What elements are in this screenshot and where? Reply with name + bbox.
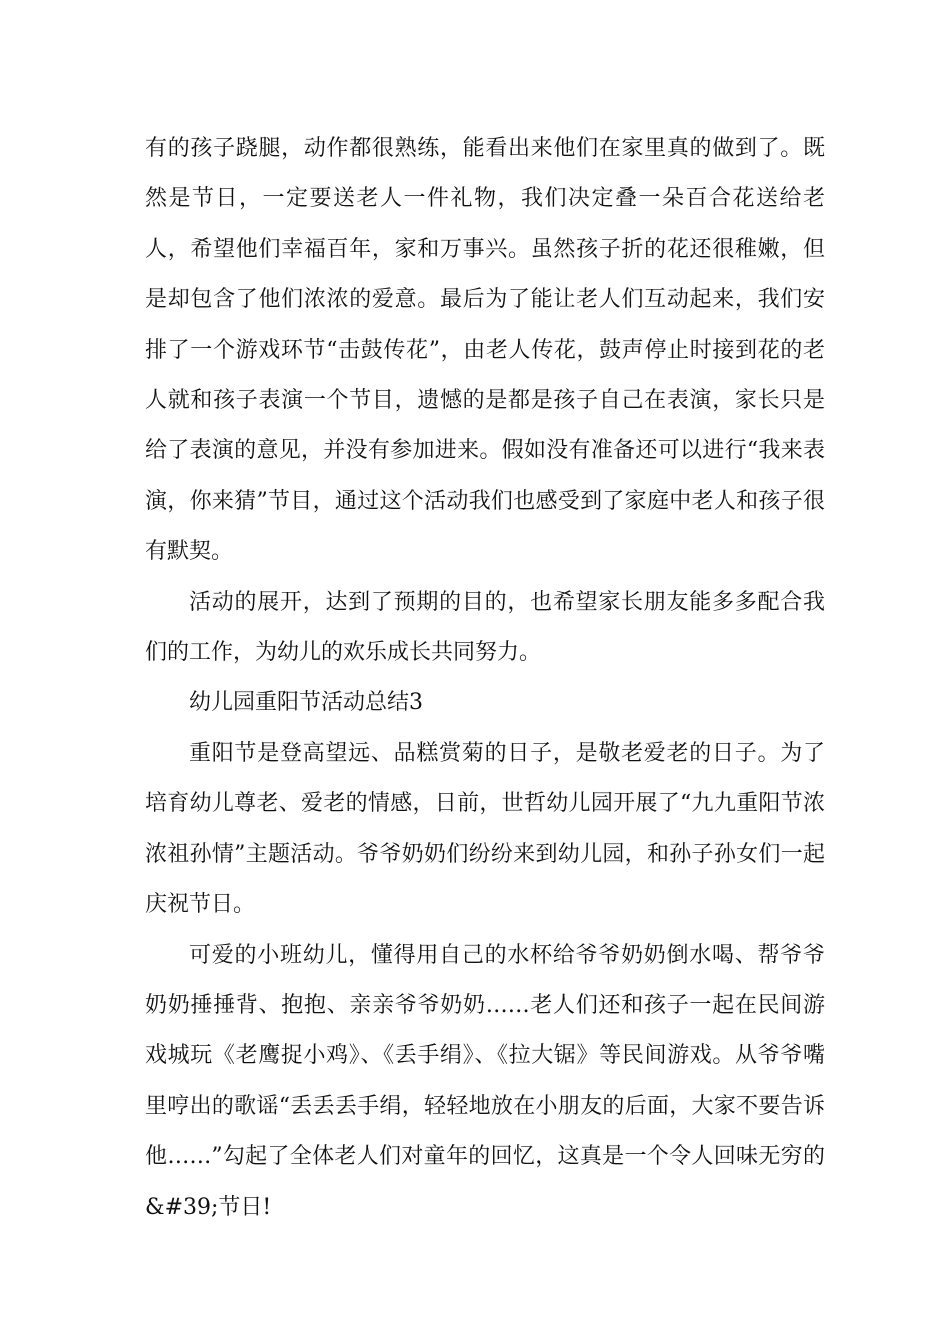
paragraph-activity-result: 活动的展开，达到了预期的目的，也希望家长朋友能多多配合我们的工作，为幼儿的欢乐成长共同努力。	[145, 589, 825, 666]
document-body	[145, 124, 825, 1233]
paragraph-chongyang-intro: 重阳节是登高望远、品糕赏菊的日子，是敬老爱老的日子。为了培育幼儿尊老、爱老的情感，日前，世哲幼儿园开展了“九九重阳节浓浓祖孙情”主题活动。爷爷奶奶们纷纷来到幼儿园，和孙子孙女们一起庆祝节日。	[145, 740, 825, 918]
section-heading: 幼儿园重阳节活动总结3	[189, 690, 423, 716]
paragraph-continuation: 有的孩子跷腿，动作都很熟练，能看出来他们在家里真的做到了。既然是节日，一定要送老人一件礼物，我们决定叠一朵百合花送给老人，希望他们幸福百年，家和万事兴。虽然孩子折的花还很稚嫩，但是却包含了他们浓浓的爱意。最后为了能让老人们互动起来，我们安排了一个游戏环节“击鼓传花”，由老人传花，鼓声停止时接到花的老人就和孩子表演一个节目，遗憾的是都是孩子自己在表演，家长只是给了表演的意见，并没有参加进来。假如没有准备还可以进行“我来表演，你来猜”节目，通过这个活动我们也感受到了家庭中老人和孩子很有默契。	[145, 136, 825, 565]
paragraph-small-class: 可爱的小班幼儿，懂得用自己的水杯给爷爷奶奶倒水喝、帮爷爷奶奶捶捶背、抱抱、亲亲爷爷奶奶……老人们还和孩子一起在民间游戏城玩《老鹰捉小鸡》、《丢手绢》、《拉大锯》等民间游戏。从爷爷嘴里哼出的歌谣“丢丢丢手绢，轻轻地放在小朋友的后面，大家不要告诉他……”勾起了全体老人们对童年的回忆，这真是一个令人回味无穷的&#39;节日!	[145, 942, 825, 1220]
